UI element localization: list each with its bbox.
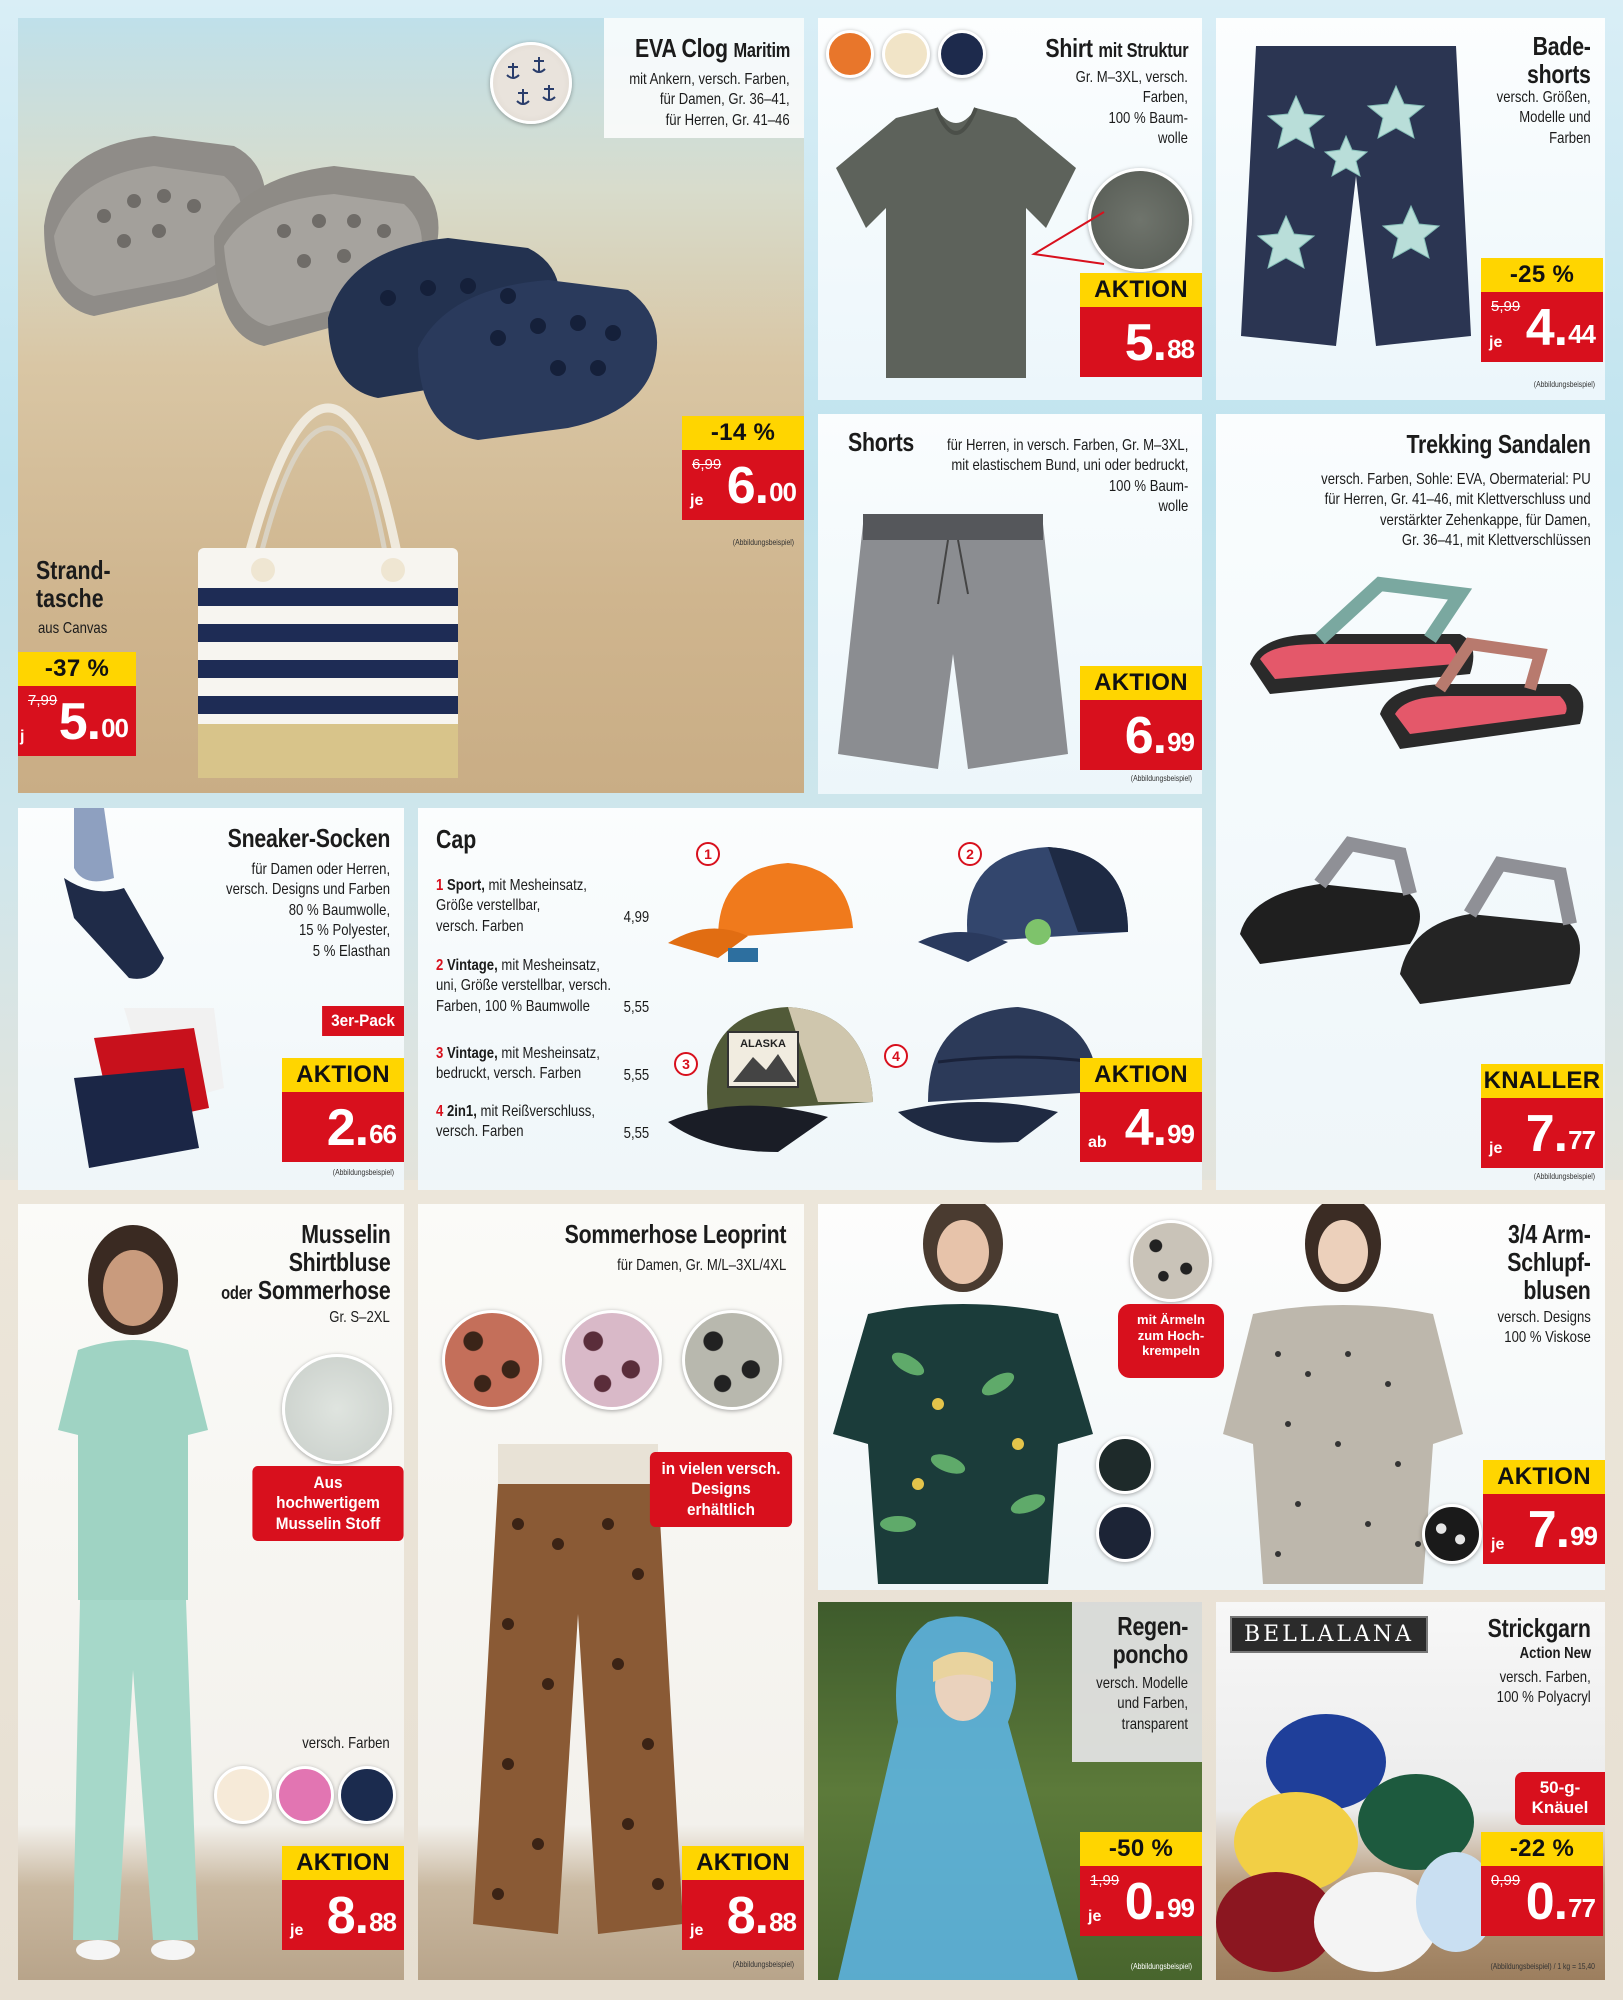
panel-poncho[interactable] [818,1602,1202,1980]
strandtasche-title: Strand- tasche [36,555,111,614]
panel-strickgarn[interactable] [1216,1602,1605,1980]
musselin-fabric-zoom [282,1354,392,1464]
shorts-desc: für Herren, in versch. Farben, Gr. M–3XL, mit elastischem Bund, uni oder bedruckt, 100 % Baum- wolle [946,437,1188,516]
anchor-pattern-swatch [490,42,572,124]
poncho-desc: versch. Modelle und Farben, transparent [1096,1675,1188,1733]
poncho-price-tag: -50 % 1,99 je 0.99 [1080,1832,1202,1936]
leoprint-note: (Abbildungsbeispiel) [732,1960,794,1969]
woman-musselin-image [38,1220,238,1970]
socken-price-tag: AKTION 2.66 [282,1058,404,1162]
leoprint-price-tag: AKTION je 8.88 [682,1846,804,1950]
cap-price-tag: AKTION ab 4.99 [1080,1058,1202,1162]
eva-clog-desc: mit Ankern, versch. Farben, für Damen, Gr. 36–41, für Herren, Gr. 41–46 [629,71,790,129]
musselin-title: Musselin Shirtbluse oder Sommerhose [220,1219,390,1306]
leoprint-title: Sommerhose Leoprint [564,1219,786,1249]
poncho-note: (Abbildungsbeispiel) [1130,1962,1192,1971]
leoprint-desc: für Damen, Gr. M/L–3XL/4XL [616,1257,786,1274]
eva-clog-note: (Abbildungsbeispiel) [732,538,794,547]
strandtasche-price-tag: -37 % 7,99 j 5.00 [18,652,136,756]
cap-item-4: 4 2in1, mit Reißverschluss, versch. Farben 5,55 [436,1103,650,1142]
swatch-cream [882,30,930,78]
panel-musselin[interactable] [18,1204,404,1980]
poncho-title: Regen- poncho [1112,1611,1188,1670]
trekking-desc: versch. Farben, Sohle: EVA, Obermaterial: PU für Herren, Gr. 41–46, mit Klettverschluss und verstärkter Zehenkappe, für Damen, Gr. 36–41, mit Klettverschlüssen [1321,471,1591,550]
mens-sandals-image [1230,814,1590,1034]
yarn-balls-image [1216,1702,1496,1980]
shirt-desc: Gr. M–3XL, versch. Farben, 100 % Baum- wolle [1075,69,1188,148]
eva-clog-title: EVA Clog Maritim [634,33,790,63]
trekking-note: (Abbildungsbeispiel) [1533,1172,1595,1181]
socks-image [34,808,264,1178]
badeshorts-price-tag: -25 % 5,99 je 4.44 [1481,258,1603,362]
blusen-title: 3/4 Arm- Schlupf- blusen [1507,1219,1591,1306]
cap-number-2: 2 [958,842,982,866]
sport-cap-image [658,848,878,978]
panel-eva-clog[interactable] [18,18,804,793]
cap-list [436,876,650,1160]
swatch-cream [214,1766,272,1824]
musselin-quality-badge: Aus hochwertigem Musselin Stoff [252,1466,403,1541]
cap-item-2: 2 Vintage, mit Mesheinsatz, uni, Größe verstellbar, versch. Farben, 100 % Baumwolle 5,55 [436,957,650,1016]
swatch-navy [338,1766,396,1824]
blusen-leopard-swatch [1130,1220,1212,1302]
beach-bag-image [178,388,478,788]
strickgarn-title: Strickgarn [1488,1613,1591,1643]
shirt-zoom-line [1028,208,1108,268]
blusen-sleeve-badge: mit Ärmeln zum Hoch- krempeln [1118,1304,1224,1378]
badeshorts-note: (Abbildungsbeispiel) [1533,380,1595,389]
panel-trekking[interactable] [1216,414,1605,1190]
womens-sandals-image [1230,564,1590,784]
trekking-price-tag: KNALLER je 7.77 [1481,1064,1603,1168]
panel-badeshorts[interactable] [1216,18,1605,400]
shirt-price-tag: AKTION 5.88 [1080,273,1202,377]
strandtasche-desc: aus Canvas [38,620,108,637]
cap-item-3: 3 Vintage, mit Mesheinsatz, bedruckt, versch. Farben 5,55 [436,1045,650,1084]
woman-poncho-image [828,1612,1088,1980]
cap-title: Cap [436,824,477,854]
shorts-price-tag: AKTION 6.99 [1080,666,1202,770]
svg-text:ALASKA: ALASKA [740,1038,786,1050]
badeshorts-title: Bade- shorts [1527,31,1591,90]
trekking-title: Trekking Sandalen [1406,429,1591,459]
swatch-orange [826,30,874,78]
floral-blouse-image [828,1204,1098,1590]
cap-number-1: 1 [696,842,720,866]
musselin-desc: Gr. S–2XL [329,1309,390,1326]
panel-socken[interactable] [18,808,404,1190]
cap-number-4: 4 [884,1044,908,1068]
strickgarn-note: (Abbildungsbeispiel) / 1 kg = 15,40 [1490,1962,1595,1971]
cap-item-1: 1 Sport, mit Mesheinsatz, Größe verstellbar, versch. Farben 4,99 [436,877,650,935]
shorts-note: (Abbildungsbeispiel) [1130,774,1192,783]
musselin-colors-label: versch. Farben [302,1735,390,1752]
eva-clog-price-tag: -14 % 6,99 je 6.00 [682,416,804,520]
blusen-floral-swatch-1 [1096,1436,1154,1494]
blusen-price-tag: AKTION je 7.99 [1483,1460,1605,1564]
socken-title: Sneaker-Socken [227,823,390,853]
leoprint-swatch-1 [442,1310,542,1410]
swatch-pink [276,1766,334,1824]
panel-blusen[interactable] [818,1204,1605,1590]
socken-note: (Abbildungsbeispiel) [332,1168,394,1177]
panel-cap[interactable] [418,808,1202,1190]
shirt-title: Shirt mit Struktur [1044,33,1188,63]
strickgarn-subtitle: Action New [1519,1645,1591,1662]
blusen-desc: versch. Designs 100 % Viskose [1497,1309,1591,1347]
panel-shirt[interactable] [818,18,1202,400]
strickgarn-price-tag: -22 % 0,99 0.77 [1481,1832,1603,1936]
leoprint-swatch-2 [562,1310,662,1410]
shorts-image [828,484,1078,784]
panel-leoprint[interactable] [418,1204,804,1980]
shorts-title: Shorts [848,427,915,457]
alaska-cap-image [658,992,888,1162]
blusen-dot-swatch [1422,1504,1482,1564]
leoprint-swatch-3 [682,1310,782,1410]
swatch-navy [938,30,986,78]
strickgarn-desc: versch. Farben, 100 % Polyacryl [1496,1669,1591,1707]
leoprint-designs-badge: in vielen versch. Designs erhältlich [650,1452,792,1527]
badeshorts-image [1236,36,1476,356]
cap-number-3: 3 [674,1052,698,1076]
vintage-cap-navy-image [898,832,1148,972]
badeshorts-desc: versch. Größen, Modelle und Farben [1496,89,1591,147]
blusen-floral-swatch-2 [1096,1504,1154,1562]
strickgarn-weight-badge: 50-g- Knäuel [1515,1772,1605,1825]
musselin-price-tag: AKTION je 8.88 [282,1846,404,1950]
panel-shorts[interactable] [818,414,1202,794]
socken-desc: für Damen oder Herren, versch. Designs und Farben 80 % Baumwolle, 15 % Polyester, 5 % Elasthan [225,861,390,960]
socken-pack-badge: 3er-Pack [322,1006,404,1036]
bellalana-logo: BELLALANA [1230,1616,1428,1653]
